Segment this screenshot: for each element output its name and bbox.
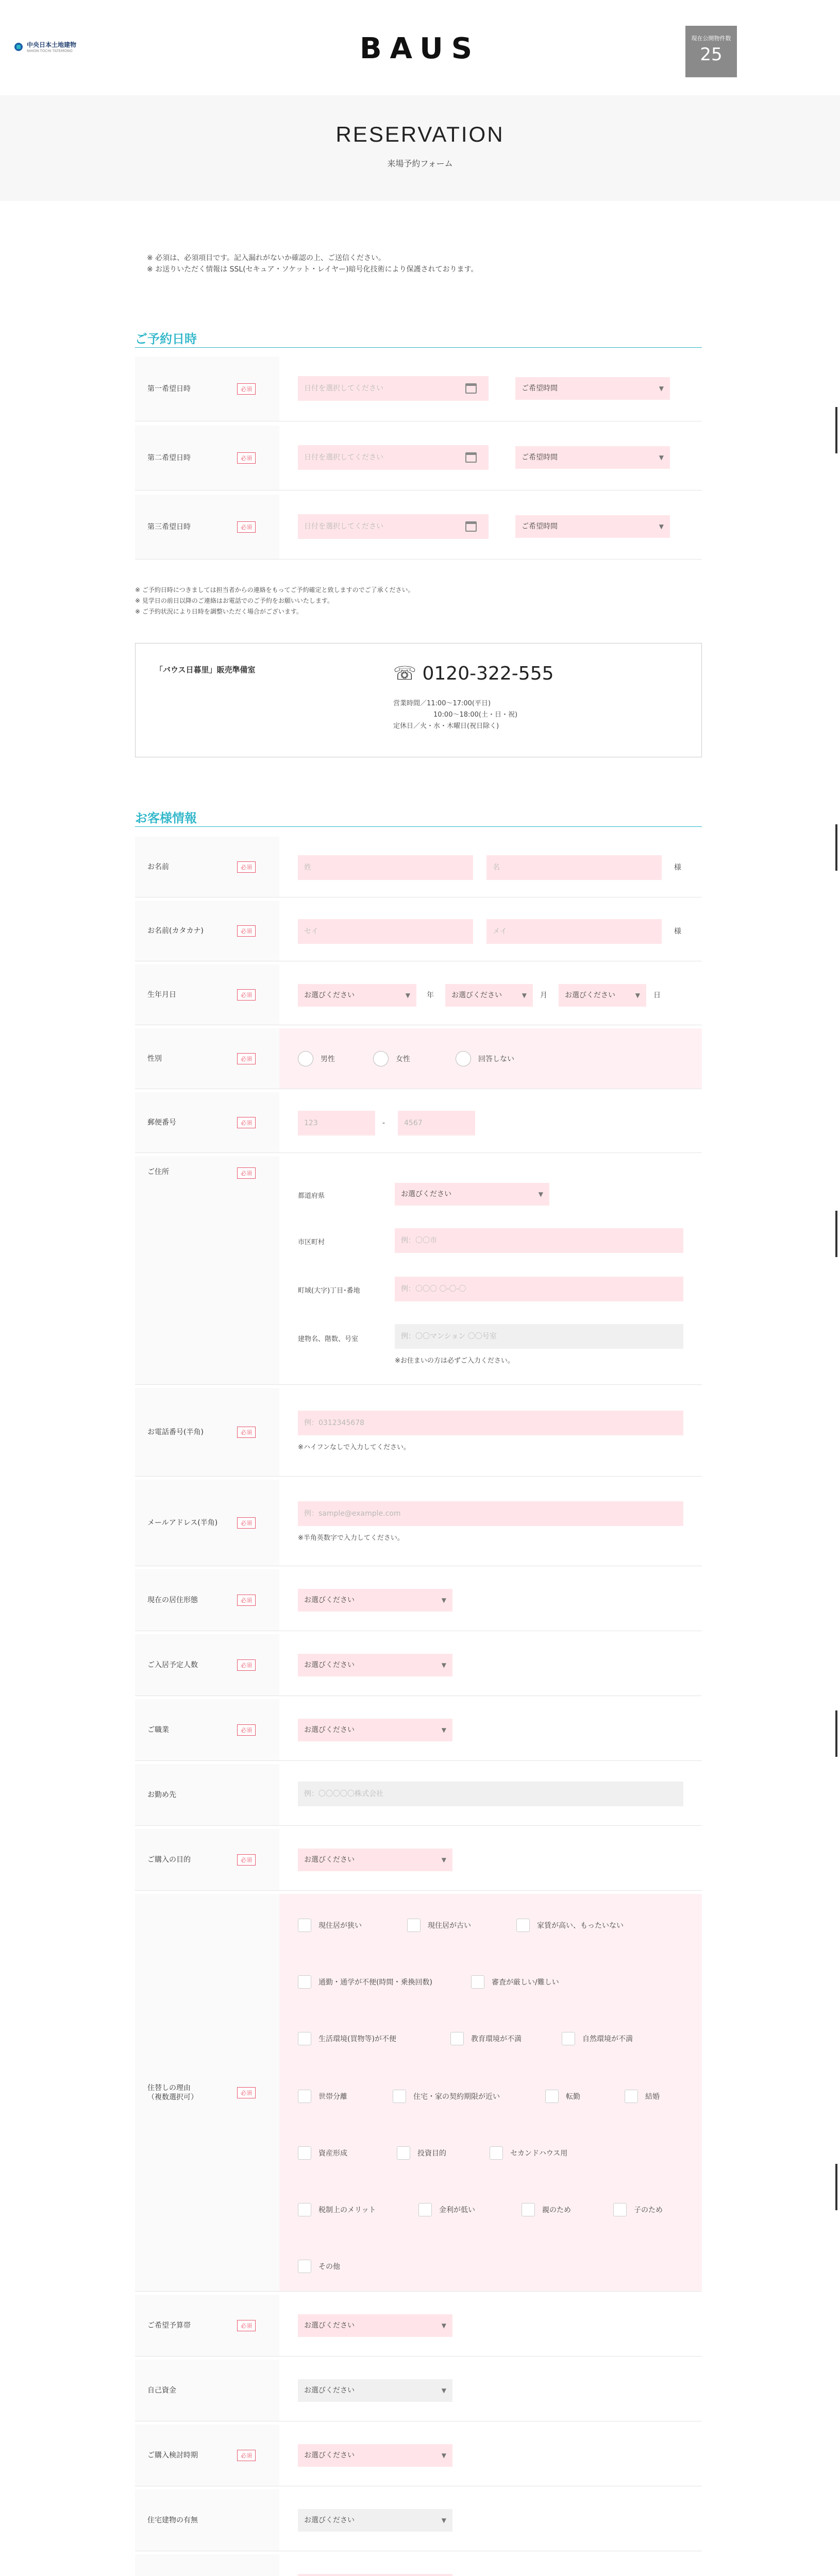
reason-checkbox[interactable] [613,2203,663,2216]
page-hero [0,95,840,201]
property-count-value: 25 [700,44,723,65]
housing-label: 現在の居住形態 [147,1596,198,1604]
checkbox-label: 資産形成 [318,2149,347,2158]
gender-label: 性別 [147,1054,162,1063]
checkbox-label: 転勤 [566,2093,580,2101]
reason-checkbox[interactable] [418,2203,475,2216]
reason-checkbox[interactable] [298,1975,432,1989]
radio-label: 男性 [321,1055,335,1063]
required-badge: 必須 [237,925,256,937]
residents-select[interactable] [298,1654,452,1676]
select-value: お選びください [401,1190,451,1198]
reason-checkbox[interactable] [298,1919,362,1932]
property-count-label: 現在公開物件数 [691,35,731,42]
reservation-row-1 [135,357,702,421]
checkbox-label: 通勤・通学が不便(時間・乗換回数) [318,1978,432,1987]
reason-checkbox[interactable] [393,2090,500,2103]
reason-checkbox[interactable] [471,1975,559,1989]
scroll-indicator [835,407,837,453]
time-select-value: ご希望時間 [522,453,558,462]
plan-row [135,2425,702,2486]
chevron-down-icon: ▼ [522,992,527,999]
radio-circle [456,1051,471,1066]
required-badge: 必須 [237,1659,256,1671]
phone-label: お電話番号(半角) [147,1428,204,1436]
prefecture-select[interactable] [395,1183,549,1206]
form-notes [147,252,478,275]
calendar-icon[interactable] [465,452,477,463]
reservation-note: ※ ご予約日時につきましては担当者からの連絡をもってご予約確定と致しますのでご了承ください。 [135,586,414,594]
time-select-value: ご希望時間 [522,384,558,393]
residents-row [135,1634,702,1696]
checkbox-box [522,2203,535,2216]
date-picker-2[interactable]: 日付を選択してください [298,445,489,470]
honorific-suffix: 様 [674,927,681,936]
prefecture-label: 都道府県 [298,1192,325,1200]
scroll-indicator [835,2164,837,2210]
floorplan-select[interactable] [298,2574,452,2576]
time-select-2[interactable] [515,446,670,469]
reason-checkbox[interactable] [490,2146,567,2160]
checkbox-box [298,2090,311,2103]
reservation-row-label: 第三希望日時 [147,522,191,531]
reservation-notes [135,585,414,617]
checkbox-box [516,1919,530,1932]
ownership-label: 住宅建物の有無 [147,2516,198,2524]
page-title: RESERVATION [335,122,505,146]
reservation-row-label: 第一希望日時 [147,384,191,393]
required-badge: 必須 [237,521,256,533]
housing-row [135,1569,702,1631]
reason-checkbox[interactable] [522,2203,571,2216]
checkbox-label: 自然環境が不満 [582,2035,633,2043]
time-select-value: ご希望時間 [522,522,558,531]
checkbox-box [625,2090,638,2103]
birth-month-select[interactable] [445,984,533,1007]
select-value: お選びください [304,2321,355,2330]
building-note: ※お住まいの方は必ずご入力ください。 [395,1357,514,1365]
chevron-down-icon: ▼ [441,1662,446,1669]
required-badge: 必須 [237,1427,256,1438]
city-input[interactable]: 例：〇〇市 [395,1228,683,1253]
phone-input[interactable]: 例：0312345678 [298,1411,683,1435]
required-badge: 必須 [237,989,256,1001]
postal-dash: - [382,1119,385,1127]
required-badge: 必須 [237,2450,256,2461]
checkbox-label: 世帯分離 [318,2093,347,2101]
shop-closed-days: 定休日／火・水・木曜日(祝日除く) [393,722,499,730]
required-badge: 必須 [237,1167,256,1179]
email-input[interactable]: 例：sample@example.com [298,1501,683,1526]
checkbox-label: 家賃が高い、もったいない [537,1922,624,1930]
chevron-down-icon: ▼ [441,2322,446,2329]
time-select-1[interactable] [515,377,670,400]
birth-year-select[interactable] [298,984,416,1007]
reason-checkbox[interactable] [545,2090,580,2103]
required-badge: 必須 [237,2087,256,2098]
shop-name: 「バウス日暮里」販売準備室 [155,665,256,674]
select-value: お選びください [304,991,355,999]
reason-checkbox[interactable] [298,2032,396,2045]
checkbox-box [490,2146,503,2160]
checkbox-label: 生活環境(買物等)が不便 [318,2035,396,2043]
select-value: お選びください [304,1661,355,1669]
reason-checkbox[interactable] [625,2090,660,2103]
checkbox-box [393,2090,406,2103]
floorplan-row [135,2554,702,2576]
birth-day-select[interactable] [559,984,646,1007]
chevron-down-icon: ▼ [441,2517,446,2524]
street-label: 町域(大字)丁目･番地 [298,1287,360,1295]
reason-checkbox[interactable] [298,2090,347,2103]
reservation-note: ※ 見学日の前日以降のご連絡はお電話でのご予約をお願いいたします。 [135,597,333,604]
chevron-down-icon: ▼ [659,454,664,461]
reason-checkbox[interactable] [298,2146,347,2160]
phone-icon: ☏ [393,663,417,684]
plan-select[interactable] [298,2444,452,2467]
kana-row [135,901,702,961]
reason-checkbox[interactable] [407,1919,471,1932]
chevron-down-icon: ▼ [441,1856,446,1863]
chevron-down-icon: ▼ [659,385,664,392]
reservation-section-title: ご予約日時 [135,332,197,346]
chevron-down-icon: ▼ [441,1597,446,1604]
select-value: お選びください [304,1856,355,1864]
purpose-row [135,1829,702,1891]
shop-phone-number: 0120-322-555 [422,663,554,684]
email-row [135,1480,702,1566]
last-name-input[interactable]: 姓 [298,855,473,880]
company-logo-sub: NIHON TOCHI TATEMONO [27,49,73,53]
checkbox-label: 現住居が古い [428,1922,471,1930]
required-badge: 必須 [237,1517,256,1529]
checkbox-label: 現住居が狭い [318,1922,362,1930]
building-label: 建物名、階数、号室 [298,1335,359,1343]
checkbox-box [613,2203,627,2216]
shop-phone[interactable] [393,663,554,684]
ownership-select[interactable] [298,2509,452,2532]
shop-hours [393,698,517,732]
radio-label: 回答しない [478,1055,514,1063]
reservation-row-3 [135,495,702,560]
checkbox-box [298,2032,311,2045]
reasons-label-sub: （複数選択可） [147,2093,198,2102]
honorific-suffix: 様 [674,863,681,872]
reason-checkbox[interactable] [450,2032,522,2045]
reason-checkbox[interactable] [298,2203,376,2216]
required-badge: 必須 [237,1724,256,1736]
chevron-down-icon: ▼ [441,1726,446,1734]
street-input[interactable]: 例：〇〇〇 〇-〇-〇 [395,1277,683,1301]
address-row [135,1156,702,1385]
reason-checkbox[interactable] [562,2032,633,2045]
ownership-row [135,2489,702,2551]
checkbox-label: 親のため [542,2206,571,2214]
checkbox-label: 審査が厳しい/難しい [492,1978,559,1987]
chevron-down-icon: ▼ [659,523,664,530]
customer-section-title: お客様情報 [135,811,197,825]
site-header [0,0,840,95]
checkbox-label: 金利が低い [439,2206,475,2214]
checkbox-box [562,2032,575,2045]
reservation-row-label: 第二希望日時 [147,453,191,462]
reservation-note: ※ ご予約状況により日時を調整いただく場合がございます。 [135,608,303,615]
required-badge: 必須 [237,861,256,873]
required-badge: 必須 [237,1053,256,1064]
property-count-box[interactable] [685,26,737,77]
gender-radio-none[interactable] [456,1051,514,1066]
birthday-label: 生年月日 [147,990,176,999]
occupation-select[interactable] [298,1719,452,1741]
purpose-label: ご購入の目的 [147,1855,191,1864]
work-label: お勤め先 [147,1790,176,1799]
checkbox-label: 子のため [634,2206,663,2214]
checkbox-box [397,2146,410,2160]
calendar-icon[interactable] [465,521,477,532]
reason-checkbox[interactable] [516,1919,624,1932]
address-label: ご住所 [147,1168,169,1176]
budget-select[interactable] [298,2314,452,2337]
postal-second-input[interactable]: 4567 [398,1111,475,1136]
name-label: お名前 [147,862,169,871]
shop-hours-weekday: 営業時間／11:00〜17:00(平日) [393,700,491,707]
reasons-label-main: 住替しの理由 [147,2083,191,2092]
page-subtitle: 来場予約フォーム [387,159,453,168]
postal-first-input[interactable]: 123 [298,1111,375,1136]
postal-row [135,1092,702,1153]
housing-select[interactable] [298,1589,452,1612]
reason-checkbox[interactable] [397,2146,446,2160]
required-badge: 必須 [237,1854,256,1866]
radio-label: 女性 [396,1055,410,1063]
checkbox-box [407,1919,421,1932]
chevron-down-icon: ▼ [441,2452,446,2459]
select-value: お選びください [304,2386,355,2395]
required-badge: 必須 [237,2320,256,2331]
postal-label: 郵便番号 [147,1118,176,1127]
email-note: ※半角英数字で入力してください。 [298,1534,404,1542]
required-badge: 必須 [237,1595,256,1606]
select-value: お選びください [304,1596,355,1604]
company-logo-text: 中央日本土地建物 [27,41,77,48]
month-unit: 月 [540,991,547,999]
work-input[interactable]: 例：〇〇〇〇〇株式会社 [298,1782,683,1806]
name-row [135,837,702,897]
scroll-indicator [835,824,837,871]
select-value: お選びください [565,991,615,999]
budget-row [135,2295,702,2357]
day-unit: 日 [653,991,661,999]
year-unit: 年 [427,991,434,999]
checkbox-box [450,2032,464,2045]
chevron-down-icon: ▼ [635,992,640,999]
section-divider [135,826,702,827]
kana-label: お名前(カタカナ) [147,926,204,935]
chevron-down-icon: ▼ [405,992,410,999]
reason-checkbox[interactable] [298,2260,340,2273]
reservation-row-2 [135,426,702,490]
checkbox-label: 結婚 [645,2093,660,2101]
select-value: お選びください [304,1726,355,1734]
occupation-row [135,1699,702,1761]
section-divider [135,347,702,348]
reasons-row [135,1894,702,2292]
select-value: お選びください [304,2451,355,2460]
radio-circle [298,1051,313,1066]
first-name-kana-input[interactable]: メイ [486,919,662,944]
brand-logo[interactable]: BAUS [359,32,481,65]
shop-hours-weekend: 10:00〜18:00(土・日・祝) [433,711,518,719]
checkbox-box [418,2203,432,2216]
checkbox-box [298,2203,311,2216]
checkbox-label: セカンドハウス用 [510,2149,568,2158]
checkbox-box [298,1919,311,1932]
gender-row [135,1028,702,1089]
checkbox-box [545,2090,559,2103]
checkbox-box [298,1975,311,1989]
purpose-select[interactable] [298,1849,452,1871]
checkbox-label: その他 [318,2263,340,2271]
date-picker-3[interactable]: 日付を選択してください [298,514,489,539]
savings-select[interactable] [298,2379,452,2402]
city-label: 市区町村 [298,1239,325,1246]
scroll-indicator [835,1211,837,1257]
checkbox-label: 投資目的 [417,2149,446,2158]
calendar-icon[interactable] [465,383,477,394]
date-picker-1[interactable]: 日付を選択してください [298,376,489,401]
required-badge: 必須 [237,1117,256,1128]
checkbox-box [298,2260,311,2273]
checkbox-label: 教育環境が不満 [471,2035,522,2043]
select-value: お選びください [304,2516,355,2524]
form-note: ※ お送りいただく情報は SSL(セキュア・ソケット・レイヤー)暗号化技術により保護されております。 [147,265,478,274]
reasons-label [147,2083,198,2102]
shop-info-box [135,643,702,757]
savings-label: 自己資金 [147,2386,176,2395]
chevron-down-icon [442,2574,446,2576]
plan-label: ご購入検討時期 [147,2451,198,2460]
phone-note: ※ハイフンなしで入力してください。 [298,1444,410,1451]
building-input[interactable]: 例：〇〇マンション 〇〇号室 [395,1324,683,1349]
checkbox-label: 税制上のメリット [318,2206,376,2214]
occupation-label: ご職業 [147,1725,169,1734]
chevron-down-icon: ▼ [441,2387,446,2394]
checkbox-box [298,2146,311,2160]
last-name-kana-input[interactable]: セイ [298,919,473,944]
select-value: お選びください [451,991,502,999]
required-badge: 必須 [237,383,256,395]
checkbox-box [471,1975,484,1989]
gender-radio-female[interactable] [373,1051,410,1066]
form-note: ※ 必須は、必須項目です。記入漏れがないか確認の上、ご送信ください。 [147,254,386,262]
residents-label: ご入居予定人数 [147,1660,198,1669]
birthday-row [135,964,702,1025]
savings-row [135,2360,702,2421]
radio-circle [373,1051,389,1066]
chevron-down-icon: ▼ [538,1191,543,1198]
time-select-3[interactable] [515,515,670,538]
required-badge: 必須 [237,452,256,464]
scroll-indicator [835,1710,837,1757]
work-row [135,1764,702,1826]
checkbox-label: 住宅・家の契約期限が近い [413,2093,500,2101]
phone-row [135,1388,702,1477]
first-name-input[interactable]: 名 [486,855,662,880]
gender-radio-male[interactable] [298,1051,335,1066]
email-label: メールアドレス(半角) [147,1518,218,1527]
budget-label: ご希望予算帯 [147,2321,191,2330]
